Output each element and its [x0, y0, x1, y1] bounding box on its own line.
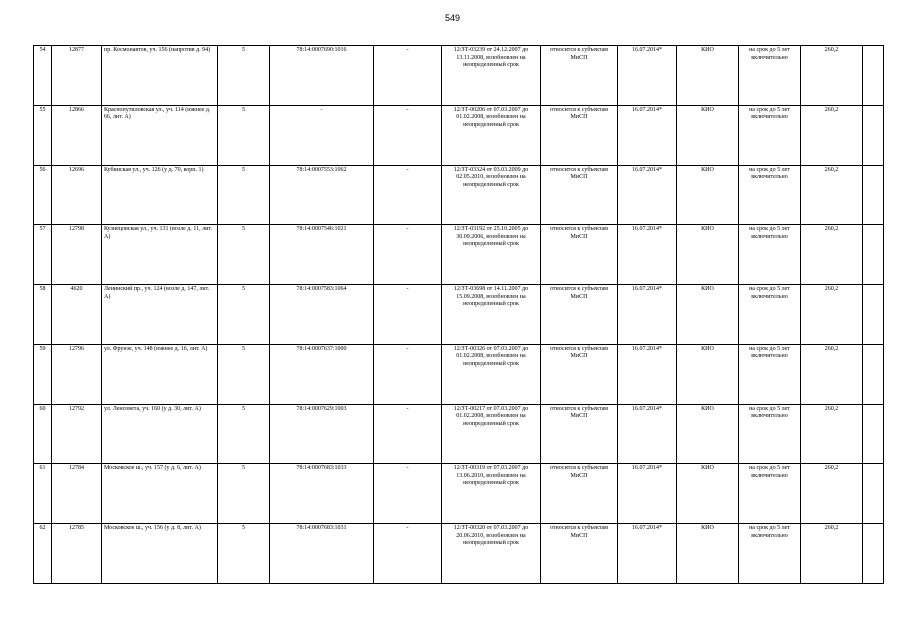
- address-cell: Московское ш., уч. 157 (у д. 6, лит. А): [102, 464, 218, 524]
- term-cell: на срок до 5 лет включительно: [739, 344, 801, 404]
- table-row: [34, 464, 884, 524]
- row-number-cell: 56: [34, 165, 52, 225]
- date-cell: 16.07.2014*: [618, 225, 677, 285]
- table-row: [34, 344, 884, 404]
- lease-agreement-cell: 12/ЗТ-00326 от 07.03.2007 до 01.02.2008, возобновлен на неопределенный срок: [442, 344, 541, 404]
- cadastral-number-cell: 78:14:0007553:1062: [270, 165, 374, 225]
- term-cell: на срок до 5 лет включительно: [739, 105, 801, 165]
- organization-cell: КИО: [677, 165, 739, 225]
- extra-cell: [863, 404, 884, 464]
- date-cell: 16.07.2014*: [618, 46, 677, 106]
- category-cell: 5: [218, 344, 270, 404]
- date-cell: 16.07.2014*: [618, 165, 677, 225]
- category-cell: 5: [218, 464, 270, 524]
- extra-cell: [863, 46, 884, 106]
- cadastral-number-cell: 78:14:0007637:1000: [270, 344, 374, 404]
- placeholder-cell: -: [374, 404, 442, 464]
- organization-cell: КИО: [677, 464, 739, 524]
- cadastral-number-cell: 78:14:0007546:1021: [270, 225, 374, 285]
- organization-cell: КИО: [677, 344, 739, 404]
- term-cell: на срок до 5 лет включительно: [739, 404, 801, 464]
- address-cell: Краснопутиловская ул., уч. 114 (южнее д. 66, лит. А): [102, 105, 218, 165]
- term-cell: на срок до 5 лет включительно: [739, 464, 801, 524]
- address-cell: пр. Космонавтов, уч. 156 (напротив д. 94): [102, 46, 218, 106]
- category-cell: 5: [218, 165, 270, 225]
- category-cell: 5: [218, 524, 270, 584]
- lease-agreement-cell: 12/ЗТ-00319 от 07.03.2007 до 13.06.2010, возобновлен на неопределенный срок: [442, 464, 541, 524]
- extra-cell: [863, 105, 884, 165]
- category-cell: 5: [218, 404, 270, 464]
- extra-cell: [863, 225, 884, 285]
- object-id-cell: 12792: [52, 404, 102, 464]
- object-id-cell: 12785: [52, 524, 102, 584]
- row-number-cell: 59: [34, 344, 52, 404]
- extra-cell: [863, 165, 884, 225]
- placeholder-cell: -: [374, 225, 442, 285]
- object-id-cell: 12877: [52, 46, 102, 106]
- organization-cell: КИО: [677, 524, 739, 584]
- subject-status-cell: относится к субъектам МиСП: [541, 165, 618, 225]
- subject-status-cell: относится к субъектам МиСП: [541, 46, 618, 106]
- cadastral-number-cell: 78:14:0007583:1064: [270, 285, 374, 345]
- extra-cell: [863, 524, 884, 584]
- row-number-cell: 58: [34, 285, 52, 345]
- placeholder-cell: -: [374, 46, 442, 106]
- term-cell: на срок до 5 лет включительно: [739, 165, 801, 225]
- object-id-cell: 12696: [52, 165, 102, 225]
- organization-cell: КИО: [677, 225, 739, 285]
- row-number-cell: 55: [34, 105, 52, 165]
- object-id-cell: 12866: [52, 105, 102, 165]
- value-cell: 260,2: [801, 464, 863, 524]
- lease-agreement-cell: 12/ЗТ-03239 от 24.12.2007 до 13.11.2008, возобновлен на неопределенный срок: [442, 46, 541, 106]
- table-row: [34, 225, 884, 285]
- subject-status-cell: относится к субъектам МиСП: [541, 344, 618, 404]
- object-id-cell: 4620: [52, 285, 102, 345]
- organization-cell: КИО: [677, 105, 739, 165]
- table-row: [34, 524, 884, 584]
- subject-status-cell: относится к субъектам МиСП: [541, 464, 618, 524]
- category-cell: 5: [218, 46, 270, 106]
- table-row: [34, 165, 884, 225]
- lease-agreement-cell: 12/ЗТ-03698 от 14.11.2007 до 15.09.2008, возобновлен на неопределенный срок: [442, 285, 541, 345]
- placeholder-cell: -: [374, 105, 442, 165]
- table-row: [34, 105, 884, 165]
- extra-cell: [863, 285, 884, 345]
- placeholder-cell: -: [374, 524, 442, 584]
- organization-cell: КИО: [677, 404, 739, 464]
- term-cell: на срок до 5 лет включительно: [739, 285, 801, 345]
- cadastral-number-cell: 78:14:0007683:1031: [270, 524, 374, 584]
- value-cell: 260,2: [801, 404, 863, 464]
- object-id-cell: 12784: [52, 464, 102, 524]
- row-number-cell: 62: [34, 524, 52, 584]
- value-cell: 260,2: [801, 165, 863, 225]
- placeholder-cell: -: [374, 285, 442, 345]
- row-number-cell: 61: [34, 464, 52, 524]
- subject-status-cell: относится к субъектам МиСП: [541, 285, 618, 345]
- date-cell: 16.07.2014*: [618, 464, 677, 524]
- lease-agreement-cell: 12/ЗТ-03192 от 25.10.2005 до 30.09.2006, возобновлен на неопределенный срок: [442, 225, 541, 285]
- extra-cell: [863, 464, 884, 524]
- term-cell: на срок до 5 лет включительно: [739, 46, 801, 106]
- table-row: [34, 404, 884, 464]
- table-row: [34, 46, 884, 106]
- table-row: [34, 285, 884, 345]
- value-cell: 260,2: [801, 105, 863, 165]
- register-table: [33, 45, 884, 584]
- lease-agreement-cell: 12/ЗТ-00320 от 07.03.2007 до 20.06.2010, возобновлен на неопределенный срок: [442, 524, 541, 584]
- cadastral-number-cell: 78:14:0007683:1033: [270, 464, 374, 524]
- term-cell: на срок до 5 лет включительно: [739, 225, 801, 285]
- value-cell: 260,2: [801, 524, 863, 584]
- page-number: 549: [444, 13, 461, 23]
- lease-agreement-cell: 12/ЗТ-00206 от 07.03.2007 до 01.02.2008, возобновлен на неопределенный срок: [442, 105, 541, 165]
- cadastral-number-cell: 78:14:0007690:1016: [270, 46, 374, 106]
- row-number-cell: 57: [34, 225, 52, 285]
- date-cell: 16.07.2014*: [618, 105, 677, 165]
- category-cell: 5: [218, 225, 270, 285]
- date-cell: 16.07.2014*: [618, 344, 677, 404]
- subject-status-cell: относится к субъектам МиСП: [541, 404, 618, 464]
- category-cell: 5: [218, 285, 270, 345]
- row-number-cell: 54: [34, 46, 52, 106]
- subject-status-cell: относится к субъектам МиСП: [541, 225, 618, 285]
- organization-cell: КИО: [677, 46, 739, 106]
- value-cell: 260,2: [801, 225, 863, 285]
- date-cell: 16.07.2014*: [618, 285, 677, 345]
- address-cell: ул. Фрунзе, уч. 148 (южнее д. 16, лит. А): [102, 344, 218, 404]
- date-cell: 16.07.2014*: [618, 524, 677, 584]
- organization-cell: КИО: [677, 285, 739, 345]
- subject-status-cell: относится к субъектам МиСП: [541, 105, 618, 165]
- address-cell: Кузнецовская ул., уч. 131 (возле д. 11, лит. А): [102, 225, 218, 285]
- row-number-cell: 60: [34, 404, 52, 464]
- value-cell: 260,2: [801, 46, 863, 106]
- value-cell: 260,2: [801, 285, 863, 345]
- cadastral-number-cell: 78:14:0007629:1003: [270, 404, 374, 464]
- date-cell: 16.07.2014*: [618, 404, 677, 464]
- category-cell: 5: [218, 105, 270, 165]
- term-cell: на срок до 5 лет включительно: [739, 524, 801, 584]
- address-cell: Ленинский пр., уч. 124 (возле д. 147, лит. А): [102, 285, 218, 345]
- address-cell: Московское ш., уч. 156 (у д. 8, лит. А): [102, 524, 218, 584]
- value-cell: 260,2: [801, 344, 863, 404]
- object-id-cell: 12796: [52, 344, 102, 404]
- object-id-cell: 12798: [52, 225, 102, 285]
- placeholder-cell: -: [374, 344, 442, 404]
- placeholder-cell: -: [374, 464, 442, 524]
- address-cell: ул. Ленсовета, уч. 160 (у д. 30, лит. А): [102, 404, 218, 464]
- address-cell: Кубинская ул., уч. 126 (у д. 70, корп. 1): [102, 165, 218, 225]
- lease-agreement-cell: 12/ЗТ-00217 от 07.03.2007 до 01.02.2008, возобновлен на неопределенный срок: [442, 404, 541, 464]
- placeholder-cell: -: [374, 165, 442, 225]
- cadastral-number-cell: -: [270, 105, 374, 165]
- lease-agreement-cell: 12/ЗТ-03324 от 03.03.2009 до 02.05.2010, возобновлен на неопределенный срок: [442, 165, 541, 225]
- extra-cell: [863, 344, 884, 404]
- subject-status-cell: относится к субъектам МиСП: [541, 524, 618, 584]
